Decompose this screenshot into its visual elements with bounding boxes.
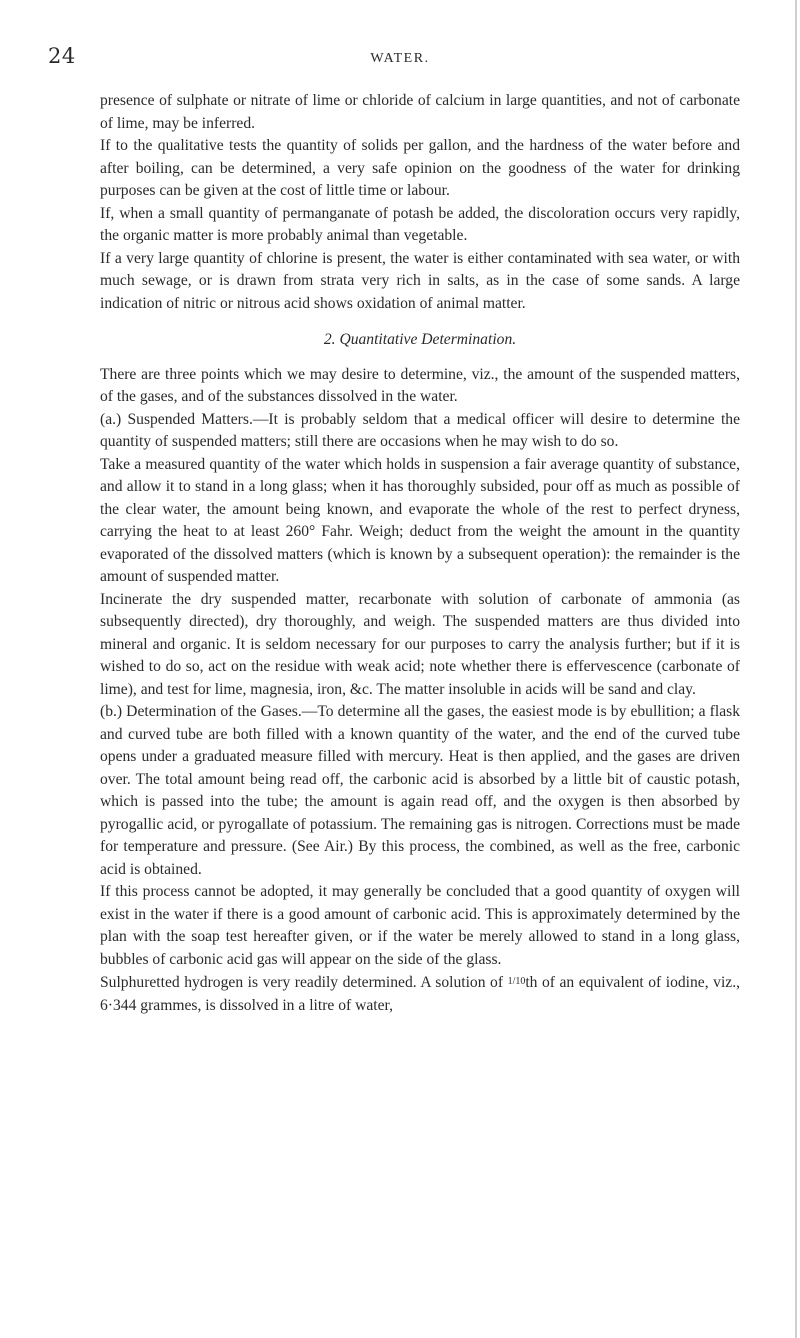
paragraph: There are three points which we may desire to determine, viz., the amount of the suspended matters, of the gases, and of the substances dissolved in the water. xyxy=(100,365,740,405)
last-line-after: th of an equivalent of iodine, viz., 6·344 grammes, is dissolved in a litre of water, xyxy=(100,974,741,1014)
paragraph: If this process cannot be adopted, it may generally be concluded that a good quantity of oxygen will exist in the water if there is a good amount of carbonic acid. This is approximately determined by the plan with the soap test hereafter given, or if the water be merely allowed to stand in a long glass, bubbles of carbonic acid gas will appear on the side of the glass. xyxy=(100,883,740,968)
last-line-before: Sulphuretted hydrogen is very readily determined. A solution of xyxy=(100,974,508,991)
page-number: 24 xyxy=(48,44,76,68)
paragraph: Take a measured quantity of the water which holds in suspension a fair average quantity of substance, and allow it to stand in a long glass; when it has thoroughly subsided, pour off as much as possible of the clear water, the amount being known, and evaporate the whole of the rest to perfect dryness, carrying the heat to at least 260° Fahr. Weigh; deduct from the weight the amount in the quantity evaporated of the dissolved matters (which is known by a subsequent operation): the remainder is the amount of suspended matter. xyxy=(100,455,740,585)
paragraph: If a very large quantity of chlorine is present, the water is either contaminated with sea water, or with much sewage, or is drawn from strata very rich in salts, as in the case of some sands. A large indication of nitric or nitrous acid shows oxidation of animal matter. xyxy=(100,249,740,312)
section-heading: 2. Quantitative Determination. xyxy=(323,331,517,348)
fraction: 1/10 xyxy=(507,976,526,987)
paragraph: Incinerate the dry suspended matter, recarbonate with solution of carbonate of ammonia (as subsequently directed), dry thoroughly, and weigh. The suspended matters are thus divided into mineral and organic. It is seldom necessary for our purposes to carry the analysis further; but if it is wished to do so, act on the residue with weak acid; note whether there is effervescence (carbonate of lime), and test for lime, magnesia, iron, &c. The matter insoluble in acids will be sand and clay. xyxy=(100,590,740,698)
paragraph: (b.) Determination of the Gases.—To determine all the gases, the easiest mode is by ebullition; a flask and curved tube are both filled with a known quantity of the water, and the end of the curved tube opens under a graduated measure filled with mercury. Heat is then applied, and the gases are driven over. The total amount being read off, the carbonic acid is absorbed by a little bit of caustic potash, which is passed into the tube; the amount is again read off, and the oxygen is then absorbed by pyrogallic acid, or pyrogallate of potassium. The remaining gas is nitrogen. Corrections must be made for temperature and pressure. (See Air.) By this process, the combined, as well as the free, carbonic acid is obtained. xyxy=(100,703,740,878)
page-edge-rule xyxy=(795,0,797,1338)
paragraph: presence of sulphate or nitrate of lime or chloride of calcium in large quantities, and not of carbonate of lime, may be inferred. xyxy=(100,92,740,132)
paragraph-last xyxy=(100,971,740,1017)
paragraph: If, when a small quantity of permanganate of potash be added, the discoloration occurs very rapidly, the organic matter is more probably animal than vegetable. xyxy=(100,204,740,244)
running-head: WATER. xyxy=(370,51,430,66)
paragraph: If to the qualitative tests the quantity of solids per gallon, and the hardness of the water before and after boiling, can be determined, a very safe opinion on the goodness of the water for drinking purposes can be given at the cost of little time or labour. xyxy=(100,137,740,199)
body-text xyxy=(100,90,740,1017)
paragraph: (a.) Suspended Matters.—It is probably seldom that a medical officer will desire to determine the quantity of suspended matters; still there are occasions when he may wish to do so. xyxy=(100,410,740,450)
